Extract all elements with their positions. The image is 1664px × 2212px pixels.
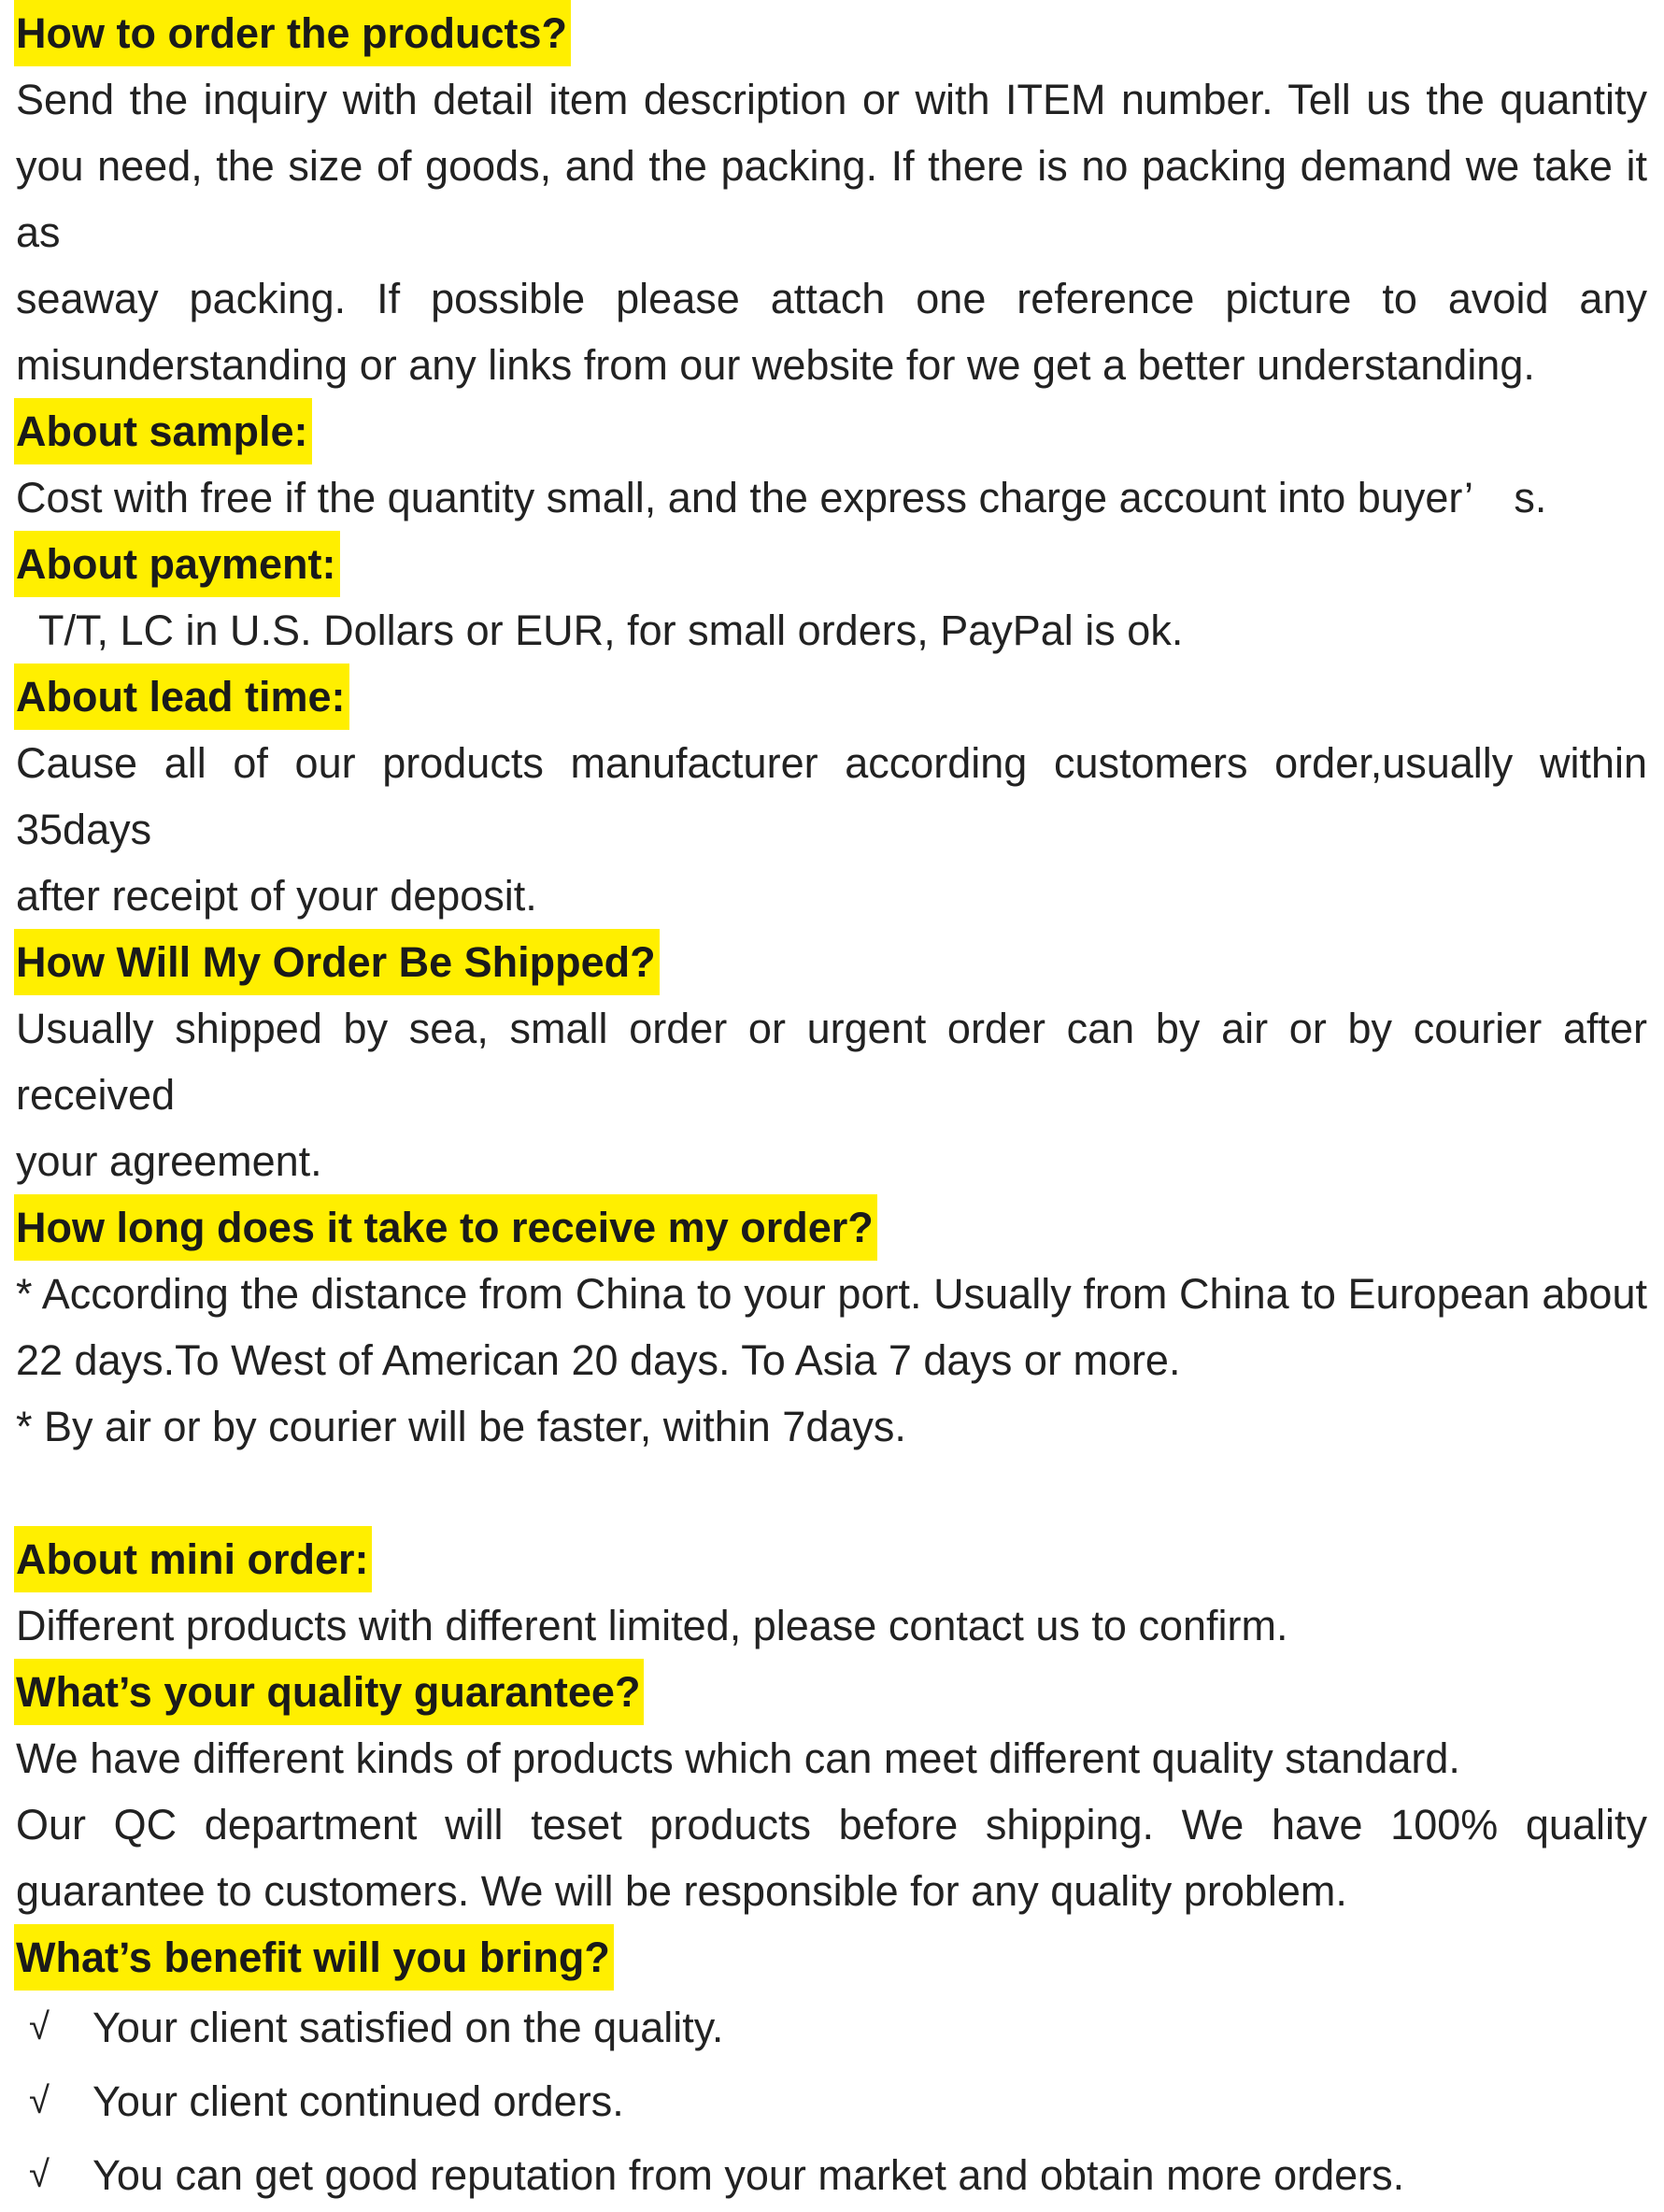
faq-section-benefit <box>16 1924 1647 1991</box>
benefit-text: Your client satisfied on the quality. <box>92 2004 724 2051</box>
heading-how-shipped: How Will My Order Be Shipped? <box>14 929 660 995</box>
faq-section-payment <box>16 531 1647 597</box>
quality-text-line-2: Our QC department will teset products before shipping. We have 100% quality <box>16 1801 1647 1848</box>
shipping-text-line-1: Usually shipped by sea, small order or urgent order can by air or by courier after received <box>16 1005 1647 1119</box>
faq-section-shipping <box>16 929 1647 995</box>
order-text-line-3: seaway packing. If possible please attach one reference picture to avoid any <box>16 275 1647 322</box>
faq-section-sample <box>16 398 1647 464</box>
heading-quality-guarantee: What’s your quality guarantee? <box>14 1659 644 1725</box>
benefit-list-item <box>16 1991 1647 2064</box>
check-mark-icon: √ <box>29 2080 50 2121</box>
quality-text-line-1: We have different kinds of products which can meet different quality standard. <box>16 1734 1460 1782</box>
lead-time-text-line-2: after receipt of your deposit. <box>16 872 537 920</box>
faq-section-order <box>16 0 1647 66</box>
quality-text-line-3: guarantee to customers. We will be responsible for any quality problem. <box>16 1867 1347 1915</box>
delivery-text-line-3: * By air or by courier will be faster, within 7days. <box>16 1403 906 1450</box>
benefit-text: Your client continued orders. <box>92 2077 624 2125</box>
heading-how-to-order: How to order the products? <box>14 0 571 66</box>
shipping-text-line-2: your agreement. <box>16 1137 322 1185</box>
blank-line <box>16 1460 1647 1526</box>
mini-order-text-line-1: Different products with different limited, please contact us to confirm. <box>16 1602 1288 1649</box>
order-text-line-1: Send the inquiry with detail item description or with ITEM number. Tell us the quantity <box>16 76 1647 123</box>
order-text-line-4: misunderstanding or any links from our website for we get a better understanding. <box>16 341 1535 389</box>
heading-about-lead-time: About lead time: <box>14 664 349 730</box>
heading-about-sample: About sample: <box>14 398 312 464</box>
benefit-list-item <box>16 2064 1647 2138</box>
heading-how-long: How long does it take to receive my order? <box>14 1194 877 1261</box>
faq-section-mini-order <box>16 1526 1647 1592</box>
check-mark-icon: √ <box>29 2154 50 2195</box>
faq-section-delivery-time <box>16 1194 1647 1261</box>
payment-text-line-1: T/T, LC in U.S. Dollars or EUR, for small orders, PayPal is ok. <box>38 607 1184 654</box>
order-text-line-2: you need, the size of goods, and the packing. If there is no packing demand we take it as <box>16 142 1647 256</box>
delivery-text-line-1: * According the distance from China to your port. Usually from China to European about <box>16 1270 1647 1318</box>
lead-time-text-line-1: Cause all of our products manufacturer according customers order,usually within 35days <box>16 739 1647 853</box>
heading-about-mini-order: About mini order: <box>14 1526 372 1592</box>
benefit-text: You can get good reputation from your market and obtain more orders. <box>92 2151 1405 2199</box>
delivery-text-line-2: 22 days.To West of American 20 days. To Asia 7 days or more. <box>16 1336 1181 1384</box>
sample-text-line-1: Cost with free if the quantity small, and the express charge account into buyer’ s. <box>16 474 1547 521</box>
check-mark-icon: √ <box>29 2006 50 2048</box>
heading-about-payment: About payment: <box>14 531 340 597</box>
faq-section-quality <box>16 1659 1647 1725</box>
benefit-list-item <box>16 2138 1647 2212</box>
heading-benefit: What’s benefit will you bring? <box>14 1924 614 1991</box>
faq-section-lead-time <box>16 664 1647 730</box>
